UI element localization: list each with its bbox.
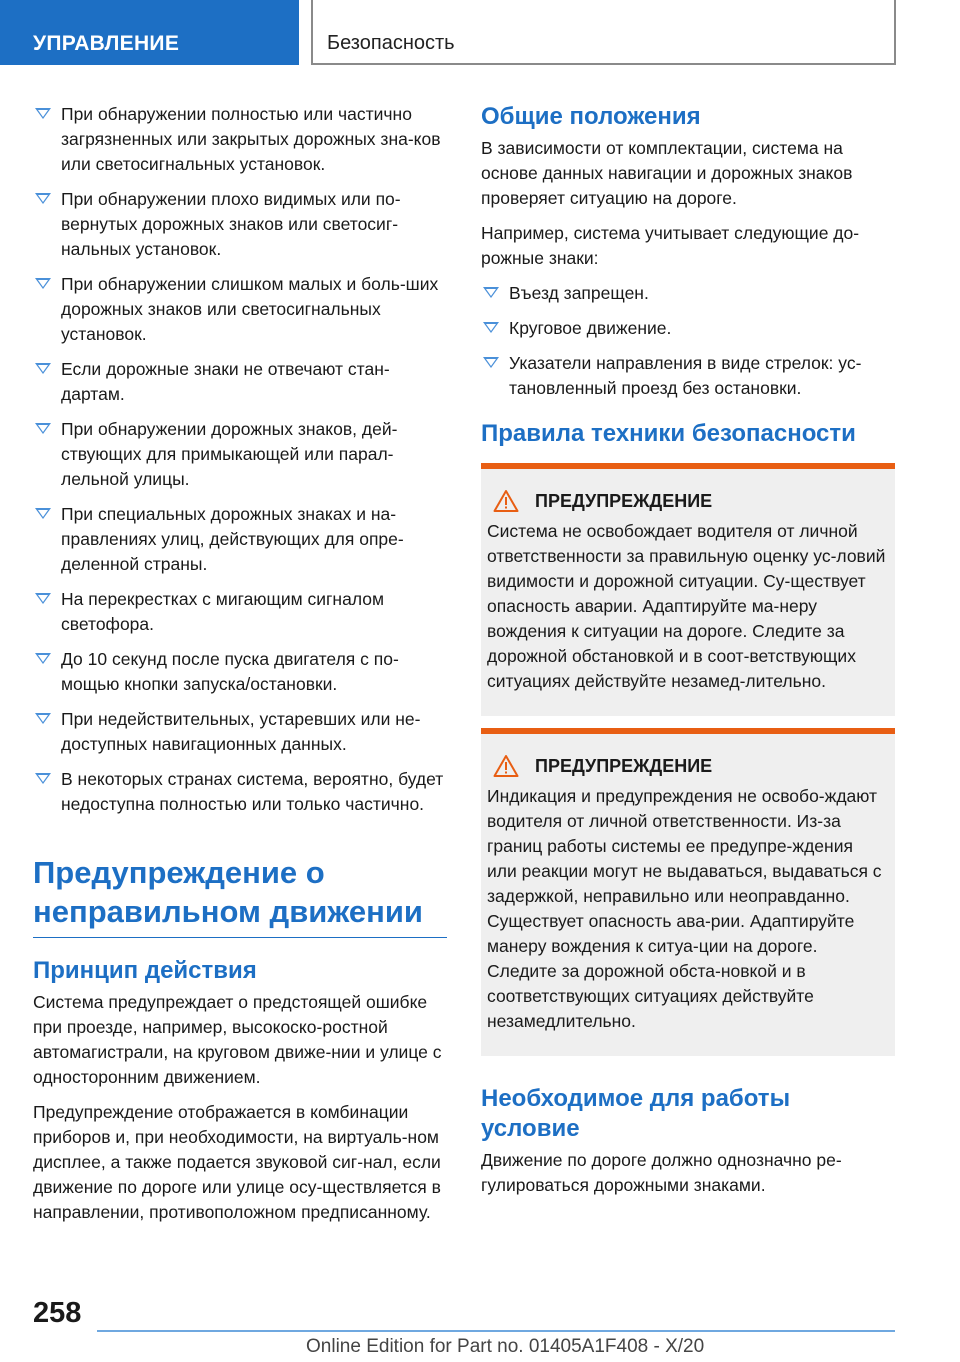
warning-box	[481, 728, 895, 1056]
page-number: 258	[33, 1297, 82, 1329]
warning-text: Индикация и предупреждения не освобо-ждают водителя от личной ответственности. Из-за границ работы системы ее предупре-ждения или реакции могут не выдаваться, выдаваться с задержкой, неправильно или неоправданно. Существует опасность ава-рии. Адаптируйте манеру вождения к ситуа-ции на дороге. Следите за дорожной обста-новкой и в соответствующих ситуациях действуйте незамедлительно.	[487, 786, 882, 1031]
list-item: При обнаружении плохо видимых или по-вернутых дорожных знаков или светосиг-нальных установок.	[33, 187, 447, 262]
footer-edition: Online Edition for Part no. 01405A1F408 - X/20	[306, 1336, 705, 1357]
triangle-bullet-icon	[35, 193, 51, 204]
list-item: Въезд запрещен.	[481, 281, 895, 306]
subheading-requirements: Необходимое для работы условие	[481, 1085, 791, 1142]
list-item: В некоторых странах система, вероятно, будет недоступна полностью или только частично.	[33, 767, 447, 817]
warning-box	[481, 463, 895, 716]
right-column	[481, 102, 895, 1208]
triangle-bullet-icon	[35, 363, 51, 374]
heading-divider	[33, 937, 447, 938]
list-item: При специальных дорожных знаках и на-правлениях улиц, действующих для опре-деленной страны.	[33, 502, 447, 577]
triangle-bullet-icon	[35, 713, 51, 724]
triangle-bullet-icon	[483, 357, 499, 368]
warning-title: ПРЕДУПРЕЖДЕНИЕ	[535, 490, 713, 511]
paragraph: Например, система учитывает следующие до-рожные знаки:	[481, 223, 860, 268]
section-tab	[0, 0, 299, 65]
triangle-bullet-icon	[35, 773, 51, 784]
footer-divider	[97, 1330, 895, 1332]
triangle-bullet-icon	[35, 108, 51, 119]
triangle-bullet-icon	[35, 278, 51, 289]
warning-triangle-icon	[493, 489, 519, 513]
section-title: УПРАВЛЕНИЕ	[33, 32, 180, 55]
left-column	[33, 102, 447, 1235]
paragraph: Движение по дороге должно однозначно ре-гулироваться дорожными знаками.	[481, 1150, 842, 1195]
list-item: При недействительных, устаревших или не-доступных навигационных данных.	[33, 707, 447, 757]
list-item: При обнаружении слишком малых и боль-ших дорожных знаков или светосигнальных установок.	[33, 272, 447, 347]
triangle-bullet-icon	[35, 423, 51, 434]
warning-triangle-icon	[493, 754, 519, 778]
list-item: Круговое движение.	[481, 316, 895, 341]
warning-text: Система не освобождает водителя от личной ответственности за правильную оценку ус-ловий видимости и дорожной ситуации. Су-ществует опасность аварии. Адаптируйте ма-неру вождения к ситуации на дороге. Следите за дорожной обстановкой и в соот-ветствующих ситуациях действуйте незамед-лительно.	[487, 521, 886, 691]
paragraph: Предупреждение отображается в комбинации приборов и, при необходимости, на виртуаль-ном дисплее, а также подается звуковой сиг-нал, если движение по дороге или улице осу-ществляется в направлении, противоположном предписанному.	[33, 1102, 441, 1222]
paragraph: В зависимости от комплектации, система на основе данных навигации и дорожных знаков проверяет ситуацию на дороге.	[481, 138, 853, 208]
triangle-bullet-icon	[483, 287, 499, 298]
subheading-general: Общие положения	[481, 103, 701, 130]
chapter-title: Безопасность	[327, 32, 455, 54]
subheading-principle: Принцип действия	[33, 957, 257, 984]
paragraph: Система предупреждает о предстоящей ошибке при проезде, например, высокоско-ростной автомагистрали, на круговом движе-нии и улице с односторонним движением.	[33, 992, 442, 1087]
chapter-header	[311, 0, 896, 65]
list-item: При обнаружении полностью или частично загрязненных или закрытых дорожных зна-ков или светосигнальных установок.	[33, 102, 447, 177]
subheading-safety: Правила техники безопасности	[481, 420, 856, 447]
list-item: При обнаружении дорожных знаков, дей-ствующих для примыкающей или парал-лельной улицы.	[33, 417, 447, 492]
list-item: На перекрестках с мигающим сигналом светофора.	[33, 587, 447, 637]
triangle-bullet-icon	[483, 322, 499, 333]
triangle-bullet-icon	[35, 508, 51, 519]
list-item: Указатели направления в виде стрелок: ус-тановленный проезд без остановки.	[481, 351, 895, 401]
triangle-bullet-icon	[35, 653, 51, 664]
triangle-bullet-icon	[35, 593, 51, 604]
warning-title: ПРЕДУПРЕЖДЕНИЕ	[535, 755, 713, 776]
section-heading: Предупреждение о неправильном движении	[33, 855, 423, 929]
list-item: Если дорожные знаки не отвечают стан-дартам.	[33, 357, 447, 407]
list-item: До 10 секунд после пуска двигателя с по-мощью кнопки запуска/остановки.	[33, 647, 447, 697]
